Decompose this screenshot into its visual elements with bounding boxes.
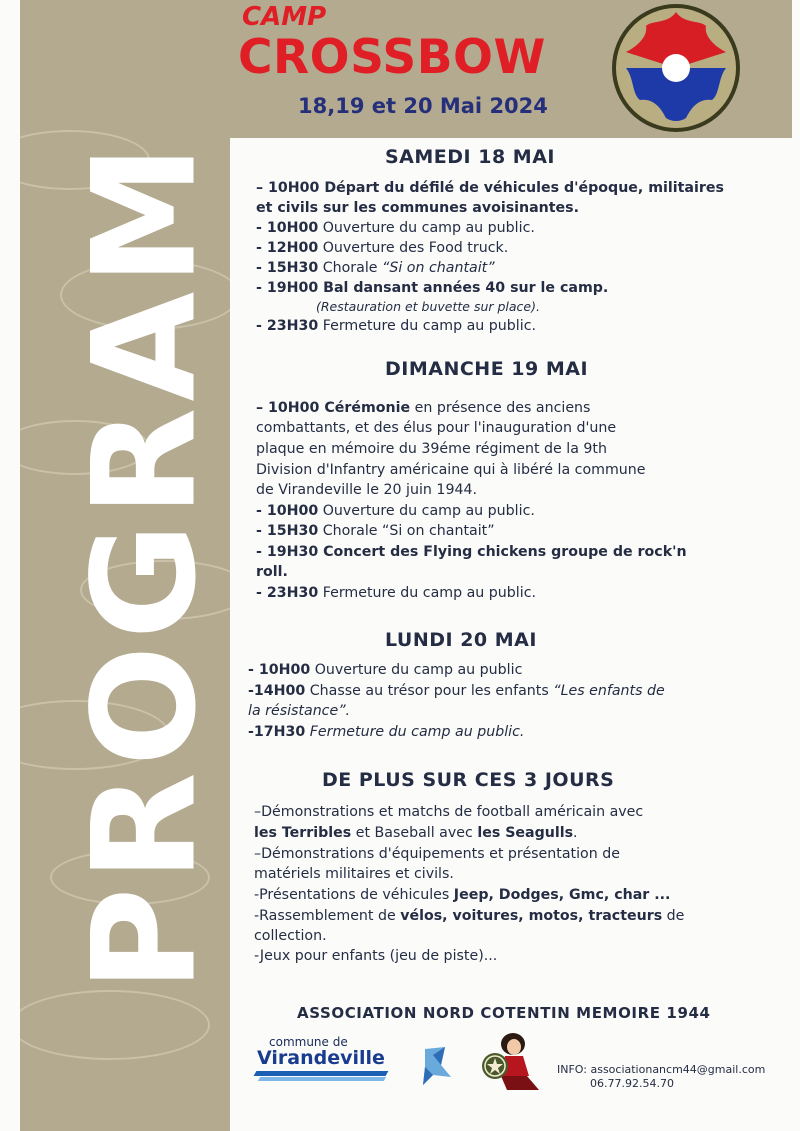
plus-line-4: matériels militaires et civils. xyxy=(254,866,454,882)
commune-de-label: commune de xyxy=(269,1035,348,1049)
dimanche-line-7: - 15H30 Chorale “Si on chantait” xyxy=(256,523,495,539)
virandeville-logo xyxy=(255,1035,390,1085)
lundi-line-1: - 10H00 Ouverture du camp au public xyxy=(248,662,523,678)
dimanche-line-1: – 10H00 Cérémonie en présence des anciens xyxy=(256,400,591,416)
samedi-title: SAMEDI 18 MAI xyxy=(385,146,555,168)
plus-line-1: –Démonstrations et matchs de football américain avec xyxy=(254,804,644,820)
association-name: ASSOCIATION NORD COTENTIN MEMOIRE 1944 xyxy=(297,1004,711,1022)
samedi-line-6: (Restauration et buvette sur place). xyxy=(316,299,540,314)
samedi-line-4: - 15H30 Chorale “Si on chantait” xyxy=(256,260,495,276)
contact-email: INFO: associationancm44@gmail.com xyxy=(557,1063,766,1076)
logo-stripe xyxy=(254,1071,389,1076)
contact-phone: 06.77.92.54.70 xyxy=(590,1077,674,1090)
header xyxy=(230,0,792,138)
camp-label: CAMP xyxy=(242,2,327,32)
virandeville-name: Virandeville xyxy=(257,1047,385,1069)
lundi-line-3: la résistance”. xyxy=(248,703,351,719)
event-name: CROSSBOW xyxy=(238,30,546,85)
dimanche-line-2: combattants, et des élus pour l'inauguration d'une xyxy=(256,420,617,436)
samedi-line-1b: et civils sur les communes avoisinantes. xyxy=(256,200,580,216)
plus-line-8: -Jeux pour enfants (jeu de piste)... xyxy=(254,948,498,964)
plus-line-2: les Terribles et Baseball avec les Seagulls. xyxy=(254,825,578,841)
lundi-line-4: -17H30 Fermeture du camp au public. xyxy=(248,724,525,740)
event-dates: 18,19 et 20 Mai 2024 xyxy=(298,94,548,118)
side-band: PROGRAM xyxy=(20,0,230,1131)
lundi-line-2: -14H00 Chasse au trésor pour les enfants “Les enfants de xyxy=(248,683,665,699)
dimanche-line-3: plaque en mémoire du 39éme régiment de la 9th xyxy=(256,441,607,457)
plus-line-7: collection. xyxy=(254,928,327,944)
dimanche-title: DIMANCHE 19 MAI xyxy=(385,358,589,380)
dimanche-line-4: Division d'Infantry américaine qui à libéré la commune xyxy=(256,462,646,478)
lundi-title: LUNDI 20 MAI xyxy=(385,629,537,651)
label-80-logo-icon xyxy=(395,1025,475,1100)
pinup-star-logo-icon xyxy=(477,1030,547,1095)
dimanche-line-9: roll. xyxy=(256,564,288,580)
plus-title: DE PLUS SUR CES 3 JOURS xyxy=(322,769,615,791)
logo-stripe xyxy=(258,1077,386,1081)
plus-line-6: -Rassemblement de vélos, voitures, motos, tracteurs de xyxy=(254,908,685,924)
plus-line-3: –Démonstrations d'équipements et présentation de xyxy=(254,846,620,862)
dimanche-line-5: de Virandeville le 20 juin 1944. xyxy=(256,482,478,498)
samedi-line-3: - 12H00 Ouverture des Food truck. xyxy=(256,240,509,256)
samedi-line-1a: – 10H00 Départ du défilé de véhicules d'époque, militaires xyxy=(256,180,724,196)
samedi-line-5: - 19H00 Bal dansant années 40 sur le camp. xyxy=(256,280,609,296)
dimanche-line-8: - 19H30 Concert des Flying chickens groupe de rock'n xyxy=(256,544,687,560)
dimanche-line-10: - 23H30 Fermeture du camp au public. xyxy=(256,585,537,601)
plus-line-5: -Présentations de véhicules Jeep, Dodges, Gmc, char ... xyxy=(254,887,671,903)
samedi-line-2: - 10H00 Ouverture du camp au public. xyxy=(256,220,535,236)
samedi-line-7: - 23H30 Fermeture du camp au public. xyxy=(256,318,537,334)
dimanche-line-6: - 10H00 Ouverture du camp au public. xyxy=(256,503,535,519)
division-insignia-icon xyxy=(610,2,742,134)
